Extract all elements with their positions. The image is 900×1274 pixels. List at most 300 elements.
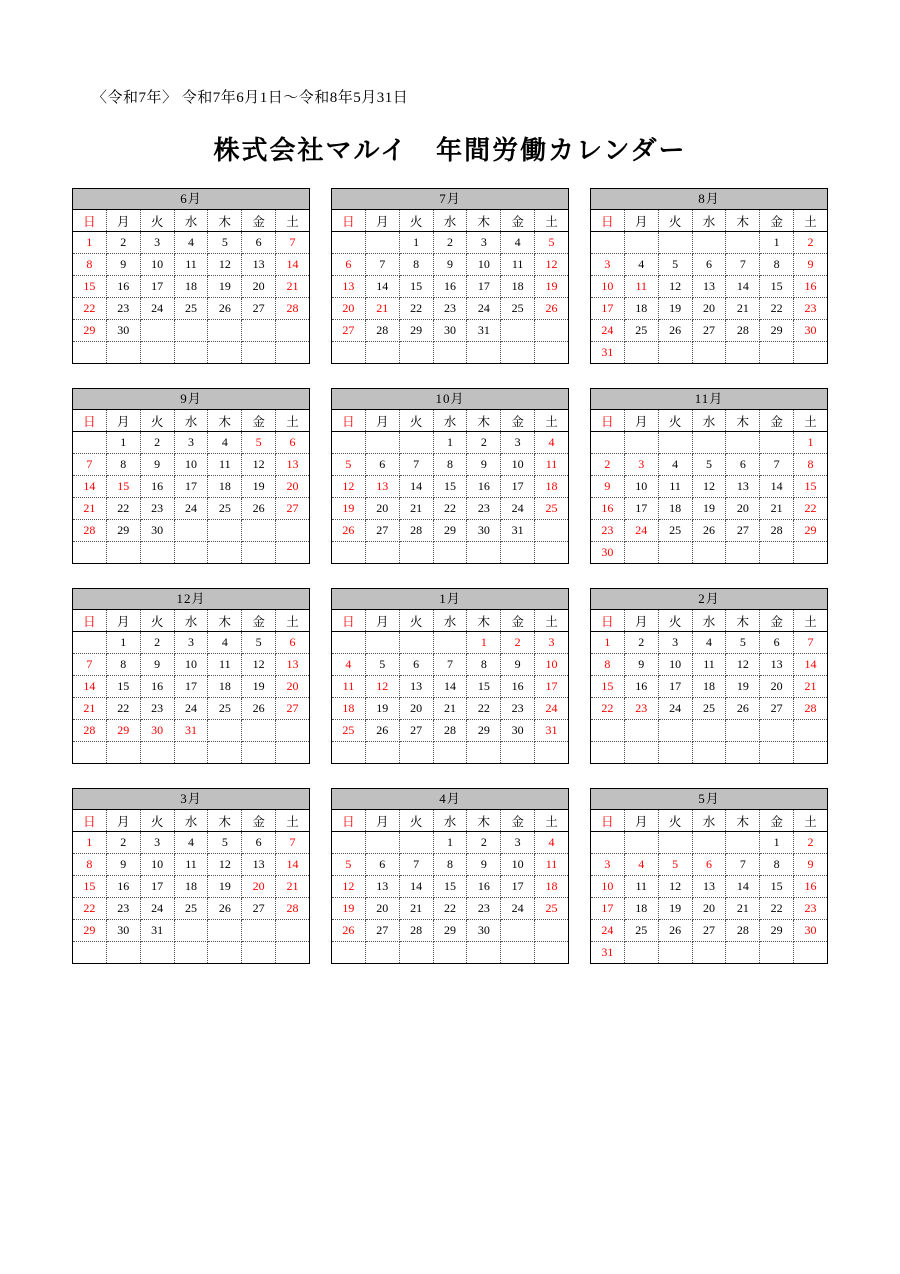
day-cell [535,742,568,764]
day-cell: 21 [73,698,106,720]
day-cell [332,232,365,254]
week-row [73,520,309,542]
day-cell: 1 [760,832,794,854]
day-cell: 27 [692,320,726,342]
week-row [591,498,827,520]
day-cell: 6 [332,254,365,276]
month-header: 7月 [332,189,568,210]
week-row [591,832,827,854]
day-cell: 11 [535,854,568,876]
day-cell: 17 [140,276,174,298]
week-row [591,476,827,498]
day-cell: 1 [106,632,140,654]
week-row [73,832,309,854]
day-cell: 6 [276,632,309,654]
weekday-label: 金 [760,210,794,232]
day-cell: 20 [276,476,309,498]
weekday-label: 金 [501,410,535,432]
weekday-header-row [73,810,309,832]
day-cell: 30 [467,920,501,942]
day-cell: 4 [501,232,535,254]
day-cell [73,742,106,764]
day-cell: 5 [332,854,365,876]
week-row [591,698,827,720]
day-cell: 10 [174,654,208,676]
week-row [73,498,309,520]
day-cell: 14 [276,854,309,876]
day-cell: 8 [433,854,467,876]
day-cell: 8 [591,654,624,676]
day-cell: 26 [658,920,692,942]
day-cell: 28 [794,698,827,720]
day-cell: 21 [399,898,433,920]
month-table [591,210,827,363]
day-cell [467,742,501,764]
day-cell: 29 [106,720,140,742]
day-cell [208,920,242,942]
day-cell: 16 [591,498,624,520]
day-cell [658,742,692,764]
month-calendar [72,388,310,564]
day-cell: 4 [535,832,568,854]
day-cell: 24 [501,498,535,520]
day-cell [174,920,208,942]
week-row [73,942,309,964]
day-cell: 27 [365,920,399,942]
day-cell: 15 [73,276,106,298]
day-cell [174,542,208,564]
week-row [332,698,568,720]
day-cell: 9 [624,654,658,676]
day-cell: 15 [106,476,140,498]
week-row [332,232,568,254]
day-cell [140,342,174,364]
day-cell: 16 [794,876,827,898]
month-table [591,610,827,763]
day-cell [276,742,309,764]
day-cell: 28 [433,720,467,742]
month-calendar [72,188,310,364]
day-cell: 8 [433,454,467,476]
weekday-label: 日 [332,610,365,632]
day-cell: 4 [332,654,365,676]
week-row [332,454,568,476]
day-cell: 4 [624,254,658,276]
day-cell [658,832,692,854]
day-cell: 1 [794,432,827,454]
day-cell: 2 [794,232,827,254]
day-cell: 15 [433,876,467,898]
day-cell: 31 [591,942,624,964]
day-cell: 6 [692,854,726,876]
day-cell: 25 [535,898,568,920]
day-cell: 17 [591,298,624,320]
day-cell: 28 [760,520,794,542]
day-cell: 15 [794,476,827,498]
day-cell [501,542,535,564]
weekday-label: 水 [174,210,208,232]
weekday-label: 火 [140,810,174,832]
day-cell: 12 [365,676,399,698]
week-row [332,254,568,276]
day-cell [365,942,399,964]
calendar-row [72,388,828,564]
day-cell: 23 [140,698,174,720]
month-calendar [331,788,569,964]
day-cell: 11 [658,476,692,498]
weekday-label: 日 [73,810,106,832]
month-table [73,610,309,763]
day-cell [726,542,760,564]
day-cell: 19 [332,498,365,520]
day-cell: 1 [467,632,501,654]
day-cell: 11 [535,454,568,476]
month-header: 10月 [332,389,568,410]
day-cell [692,432,726,454]
month-header: 4月 [332,789,568,810]
day-cell: 29 [433,520,467,542]
day-cell: 10 [140,254,174,276]
day-cell: 8 [760,854,794,876]
day-cell: 28 [399,920,433,942]
weekday-label: 土 [535,210,568,232]
day-cell: 25 [535,498,568,520]
weekday-label: 月 [624,410,658,432]
day-cell: 13 [365,876,399,898]
week-row [73,920,309,942]
day-cell: 18 [535,876,568,898]
day-cell [399,942,433,964]
day-cell [242,320,276,342]
day-cell: 1 [73,232,106,254]
day-cell [535,920,568,942]
day-cell: 17 [624,498,658,520]
weekday-label: 木 [726,810,760,832]
day-cell [365,632,399,654]
day-cell: 14 [794,654,827,676]
day-cell: 12 [535,254,568,276]
day-cell: 11 [208,654,242,676]
day-cell: 26 [658,320,692,342]
day-cell: 17 [591,898,624,920]
day-cell [242,342,276,364]
weekday-label: 金 [501,810,535,832]
day-cell: 26 [208,298,242,320]
day-cell: 10 [535,654,568,676]
day-cell [276,542,309,564]
weekday-label: 木 [467,810,501,832]
week-row [73,298,309,320]
day-cell: 27 [760,698,794,720]
month-table [332,610,568,763]
day-cell: 21 [433,698,467,720]
day-cell: 22 [467,698,501,720]
weekday-label: 金 [760,810,794,832]
week-row [591,276,827,298]
week-row [591,876,827,898]
week-row [591,742,827,764]
day-cell [73,432,106,454]
day-cell: 12 [242,654,276,676]
day-cell: 5 [658,254,692,276]
day-cell: 24 [174,698,208,720]
weekday-label: 日 [332,810,365,832]
day-cell: 30 [794,320,827,342]
weekday-label: 日 [591,410,624,432]
day-cell [106,542,140,564]
day-cell: 29 [73,320,106,342]
day-cell: 17 [174,676,208,698]
day-cell [692,942,726,964]
week-row [591,632,827,654]
weekday-label: 水 [174,610,208,632]
month-calendar [72,588,310,764]
day-cell: 28 [399,520,433,542]
day-cell [332,742,365,764]
weekday-label: 火 [140,610,174,632]
weekday-label: 月 [365,610,399,632]
day-cell: 11 [692,654,726,676]
day-cell: 15 [760,876,794,898]
weekday-label: 木 [726,410,760,432]
day-cell: 22 [760,898,794,920]
day-cell: 20 [365,898,399,920]
day-cell: 16 [433,276,467,298]
day-cell [208,542,242,564]
day-cell: 3 [174,432,208,454]
day-cell: 3 [535,632,568,654]
day-cell: 24 [174,498,208,520]
day-cell: 9 [794,254,827,276]
week-row [591,920,827,942]
day-cell [276,320,309,342]
week-row [332,320,568,342]
day-cell: 18 [332,698,365,720]
day-cell: 5 [208,232,242,254]
week-row [73,676,309,698]
day-cell [624,720,658,742]
weekday-label: 火 [140,210,174,232]
day-cell: 1 [433,832,467,854]
day-cell [73,342,106,364]
day-cell: 11 [174,854,208,876]
week-row [591,342,827,364]
day-cell: 9 [106,854,140,876]
week-row [332,342,568,364]
day-cell [591,432,624,454]
weekday-label: 火 [399,610,433,632]
day-cell: 22 [106,698,140,720]
day-cell: 4 [174,232,208,254]
day-cell: 21 [276,276,309,298]
week-row [332,654,568,676]
day-cell: 16 [624,676,658,698]
weekday-label: 水 [433,610,467,632]
day-cell: 10 [591,876,624,898]
week-row [73,232,309,254]
day-cell [760,542,794,564]
day-cell [535,542,568,564]
day-cell [726,232,760,254]
day-cell [624,742,658,764]
day-cell [174,742,208,764]
day-cell: 25 [208,698,242,720]
day-cell: 29 [760,320,794,342]
weekday-label: 月 [624,210,658,232]
day-cell [658,432,692,454]
day-cell: 10 [501,454,535,476]
calendar-grid [72,188,828,988]
day-cell: 2 [591,454,624,476]
day-cell [73,942,106,964]
week-row [591,254,827,276]
month-calendar [590,388,828,564]
month-calendar [590,788,828,964]
day-cell [174,342,208,364]
day-cell: 2 [106,832,140,854]
day-cell: 31 [140,920,174,942]
day-cell [242,542,276,564]
day-cell: 27 [365,520,399,542]
weekday-header-row [332,410,568,432]
day-cell: 3 [501,432,535,454]
month-table [591,810,827,963]
day-cell: 17 [467,276,501,298]
day-cell: 3 [140,832,174,854]
day-cell: 31 [535,720,568,742]
day-cell: 7 [276,232,309,254]
calendar-row [72,188,828,364]
day-cell: 23 [591,520,624,542]
day-cell [73,542,106,564]
week-row [591,298,827,320]
weekday-label: 土 [276,410,309,432]
week-row [332,876,568,898]
week-row [591,542,827,564]
day-cell: 4 [174,832,208,854]
day-cell [399,632,433,654]
weekday-header-row [73,210,309,232]
day-cell: 24 [624,520,658,542]
day-cell: 7 [433,654,467,676]
day-cell: 22 [591,698,624,720]
day-cell: 30 [467,520,501,542]
weekday-label: 水 [692,410,726,432]
week-row [332,854,568,876]
day-cell [726,342,760,364]
day-cell: 21 [726,298,760,320]
day-cell: 9 [140,654,174,676]
week-row [73,276,309,298]
day-cell [624,432,658,454]
day-cell [535,320,568,342]
weekday-label: 火 [140,410,174,432]
day-cell [332,542,365,564]
day-cell: 23 [467,498,501,520]
weekday-header-row [591,410,827,432]
month-header: 6月 [73,189,309,210]
day-cell: 11 [624,876,658,898]
day-cell: 29 [760,920,794,942]
day-cell: 24 [140,898,174,920]
weekday-label: 水 [174,410,208,432]
day-cell: 31 [501,520,535,542]
day-cell [658,342,692,364]
day-cell: 15 [106,676,140,698]
day-cell: 3 [174,632,208,654]
weekday-label: 金 [501,610,535,632]
day-cell: 7 [365,254,399,276]
week-row [591,320,827,342]
day-cell [794,742,827,764]
week-row [73,698,309,720]
day-cell [501,342,535,364]
weekday-header-row [591,810,827,832]
week-row [73,854,309,876]
day-cell: 11 [208,454,242,476]
weekday-label: 土 [276,610,309,632]
weekday-label: 土 [276,210,309,232]
day-cell: 21 [794,676,827,698]
day-cell: 18 [174,876,208,898]
day-cell: 14 [726,276,760,298]
month-table [332,410,568,563]
day-cell: 6 [242,232,276,254]
day-cell: 12 [242,454,276,476]
week-row [591,232,827,254]
weekday-label: 水 [433,410,467,432]
day-cell: 12 [332,476,365,498]
day-cell: 26 [242,498,276,520]
month-table [73,810,309,963]
day-cell: 14 [399,476,433,498]
day-cell: 5 [535,232,568,254]
day-cell: 29 [433,920,467,942]
weekday-label: 木 [467,610,501,632]
day-cell: 3 [467,232,501,254]
day-cell: 12 [726,654,760,676]
weekday-label: 土 [794,810,827,832]
weekday-label: 土 [794,610,827,632]
day-cell: 15 [760,276,794,298]
day-cell: 9 [467,854,501,876]
day-cell [692,342,726,364]
day-cell: 23 [106,298,140,320]
day-cell [140,742,174,764]
day-cell: 14 [433,676,467,698]
day-cell: 30 [140,720,174,742]
day-cell: 2 [501,632,535,654]
day-cell: 17 [501,876,535,898]
weekday-label: 金 [242,810,276,832]
day-cell: 27 [332,320,365,342]
weekday-label: 木 [467,410,501,432]
day-cell: 21 [726,898,760,920]
day-cell: 14 [726,876,760,898]
day-cell: 12 [658,276,692,298]
weekday-label: 日 [73,410,106,432]
day-cell: 3 [591,254,624,276]
day-cell: 31 [467,320,501,342]
day-cell: 29 [106,520,140,542]
week-row [73,654,309,676]
day-cell: 19 [242,476,276,498]
day-cell [535,342,568,364]
month-table [332,810,568,963]
day-cell: 14 [73,676,106,698]
day-cell: 10 [658,654,692,676]
weekday-label: 火 [658,610,692,632]
